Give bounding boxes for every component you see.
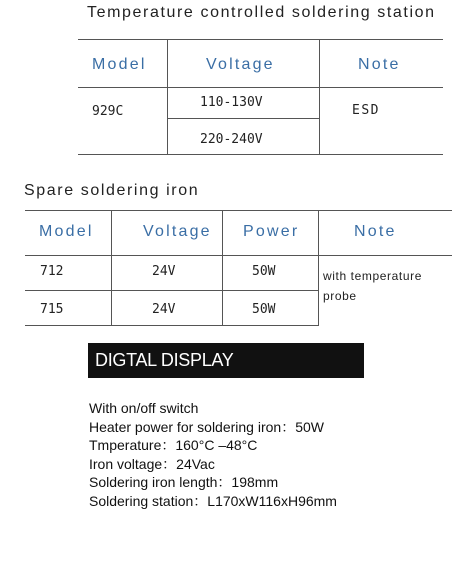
station-header-rule [78,87,443,88]
station-voltage-cell-2: 220-240V [200,132,263,147]
spare-row-1-model: 712 [40,264,64,279]
spec-line-temperature: Tmperature：160°C –48°C [89,437,258,453]
station-note-cell: ESD [352,103,380,118]
station-table-title: Temperature controlled soldering station [87,4,436,21]
spare-row-2-voltage: 24V [152,302,176,317]
spare-table-top-rule [25,210,452,211]
spare-col-divider-1 [111,210,112,326]
station-model-cell: 929C [92,104,124,119]
spare-header-model: Model [39,223,94,240]
spec-line-iron-voltage: Iron voltage：24Vac [89,455,215,472]
spare-row-2-model: 715 [40,302,64,317]
digital-display-banner: DIGTAL DISPLAY [88,343,364,378]
spare-col-divider-3 [318,210,319,326]
station-voltage-split-rule [167,118,319,119]
spare-header-power: Power [243,223,300,240]
station-table-bottom-rule [78,154,443,155]
spec-line-heater-power: Heater power for soldering iron：50W [89,418,324,435]
station-table-top-rule [78,39,443,40]
station-header-model: Model [92,56,147,73]
spare-row-1-voltage: 24V [152,264,176,279]
spec-list [89,399,337,510]
spare-row-2-power: 50W [252,302,276,317]
spare-col-divider-2 [222,210,223,326]
spare-table-bottom-rule [25,325,318,326]
station-header-note: Note [358,56,401,73]
station-header-voltage: Voltage [206,56,275,73]
spec-line-switch: With on/off switch [89,400,199,416]
spare-row-rule [25,290,318,291]
spec-line-station-size: Soldering station：L170xW116xH96mm [89,492,337,509]
spare-header-rule [25,255,452,256]
spec-line-iron-length: Soldering iron length：198mm [89,474,279,490]
spare-table-title: Spare soldering iron [24,182,200,199]
spare-header-voltage: Voltage [143,223,212,240]
station-voltage-cell-1: 110-130V [200,95,263,110]
spare-header-note: Note [354,223,397,240]
station-col-divider-1 [167,39,168,155]
station-col-divider-2 [319,39,320,155]
spare-row-1-power: 50W [252,264,276,279]
spare-note-cell: with temperature probe [323,269,422,303]
